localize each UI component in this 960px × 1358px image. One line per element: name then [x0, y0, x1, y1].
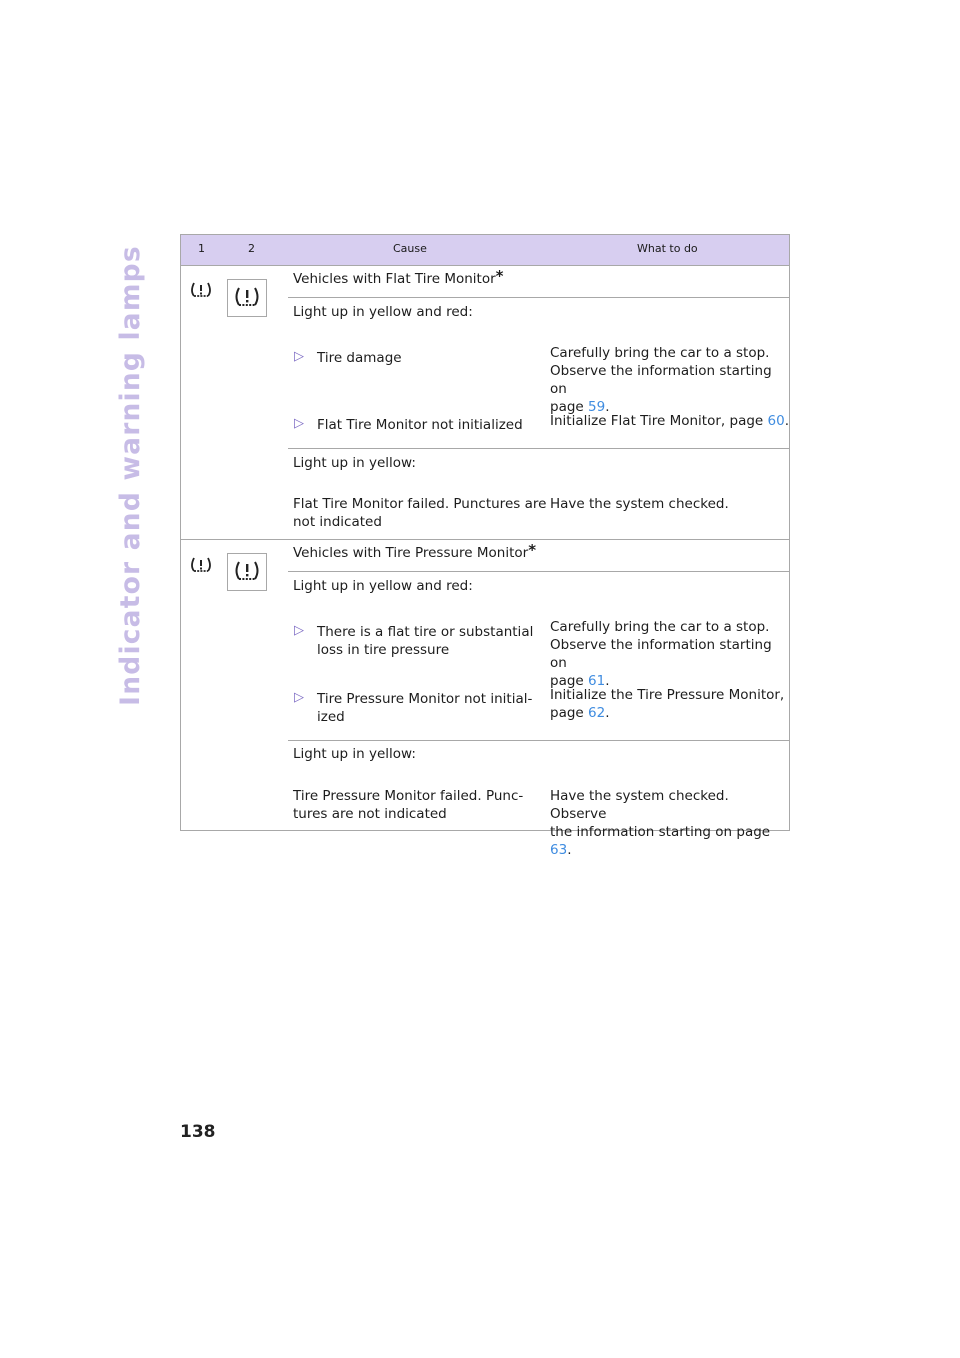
row-divider — [288, 571, 789, 572]
page-link[interactable]: 59 — [588, 399, 606, 415]
section-heading: Vehicles with Tire Pressure Monitor* — [293, 541, 537, 561]
bullet-icon: ▷ — [294, 349, 304, 364]
header-cause: Cause — [393, 242, 427, 255]
row-divider — [288, 740, 789, 741]
group-label: Light up in yellow and red: — [293, 304, 473, 320]
header-col-1: 1 — [198, 242, 205, 255]
page-number: 138 — [180, 1122, 216, 1142]
bullet-icon: ▷ — [294, 690, 304, 705]
action-text: Carefully bring the car to a stop. Observe the information starting on page 59. — [550, 345, 772, 415]
header-col-2: 2 — [248, 242, 255, 255]
action-text: Initialize Flat Tire Monitor, page 60. — [550, 413, 789, 429]
option-star-icon: * — [528, 541, 537, 559]
action-text: Have the system checked. Observe the information starting on page 63. — [550, 788, 771, 858]
section-heading: Vehicles with Flat Tire Monitor* — [293, 267, 504, 287]
action-text: Carefully bring the car to a stop. Observe the information starting on page 61. — [550, 619, 772, 689]
option-star-icon: * — [495, 267, 504, 285]
row-divider — [288, 297, 789, 298]
group-label: Light up in yellow: — [293, 746, 416, 762]
action-text: Have the system checked. — [550, 496, 729, 512]
cause-text: There is a flat tire or substantial loss in tire pressure — [317, 624, 534, 658]
action-text: Initialize the Tire Pressure Monitor, page 62. — [550, 687, 785, 721]
cause-text: Flat Tire Monitor not initialized — [317, 417, 523, 433]
tire-warning-icon — [228, 280, 266, 316]
indicator-table — [180, 234, 790, 858]
small-tire-warning-icon — [189, 280, 213, 302]
page-link[interactable]: 62 — [588, 705, 606, 721]
cause-text: Tire Pressure Monitor failed. Punc- tures are not indicated — [293, 788, 524, 822]
side-title-text: Indicator and warning lamps — [114, 244, 146, 706]
tire-warning-lamp-box — [227, 279, 267, 317]
header-what-to-do: What to do — [637, 242, 698, 255]
bullet-icon: ▷ — [294, 623, 304, 638]
group-label: Light up in yellow: — [293, 455, 416, 471]
group-label: Light up in yellow and red: — [293, 578, 473, 594]
page-link[interactable]: 63 — [550, 842, 568, 858]
bullet-icon: ▷ — [294, 416, 304, 431]
table-header — [181, 235, 789, 266]
cause-text: Tire damage — [317, 350, 402, 366]
page-link[interactable]: 60 — [767, 413, 785, 429]
section-divider — [181, 539, 789, 540]
side-title — [108, 230, 152, 720]
page-link[interactable]: 61 — [588, 673, 606, 689]
cause-text: Tire Pressure Monitor not initial- ized — [317, 691, 533, 725]
tire-warning-lamp-box — [227, 553, 267, 591]
small-tire-warning-icon — [189, 555, 213, 577]
row-divider — [288, 448, 789, 449]
tire-warning-icon — [228, 554, 266, 590]
cause-text: Flat Tire Monitor failed. Punctures are not indicated — [293, 496, 547, 530]
